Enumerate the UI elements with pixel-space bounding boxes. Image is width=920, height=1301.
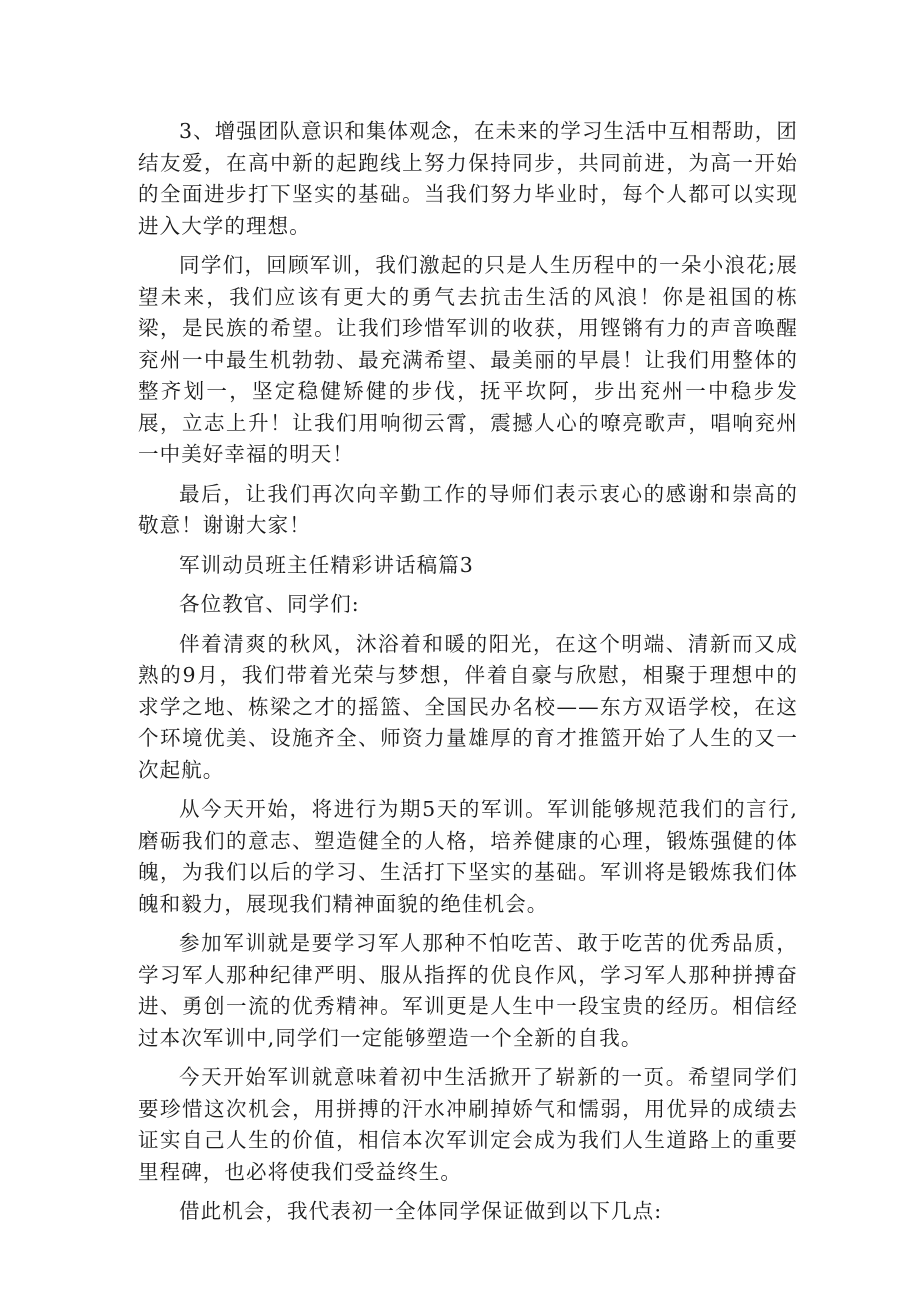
paragraph-new-page: 今天开始军训就意味着初中生活掀开了崭新的一页。希望同学们要珍惜这次机会，用拼搏的汗水冲刷掉娇气和懦弱，用优异的成绩去证实自己人生的价值，相信本次军训定会成为我们人生道路上的重要里程碑，也必将使我们受益终生。 bbox=[138, 1065, 798, 1184]
paragraph-learn-from-soldiers: 参加军训就是要学习军人那种不怕吃苦、敢于吃苦的优秀品质，学习军人那种纪律严明、服从指挥的优良作风，学习军人那种拼搏奋进、勇创一流的优秀精神。军训更是人生中一段宝贵的经历。相信经过本次军训中,同学们一定能够塑造一个全新的自我。 bbox=[138, 931, 798, 1050]
salutation: 各位教官、同学们: bbox=[179, 592, 360, 616]
paragraph-closing-thanks: 最后，让我们再次向辛勤工作的导师们表示衷心的感谢和崇高的敬意！谢谢大家！ bbox=[138, 481, 798, 537]
document-page bbox=[138, 116, 798, 1228]
paragraph-teamwork: 3、增强团队意识和集体观念，在未来的学习生活中互相帮助，团结友爱，在高中新的起跑线上努力保持同步，共同前进，为高一开始的全面进步打下坚实的基础。当我们努力毕业时，每个人都可以实现进入大学的理想。 bbox=[138, 119, 798, 238]
paragraph-training-start: 从今天开始，将进行为期5天的军训。军训能够规范我们的言行,磨砺我们的意志、塑造健全的人格，培养健康的心理，锻炼强健的体魄，为我们以后的学习、生活打下坚实的基础。军训将是锻炼我们体魄和毅力，展现我们精神面貌的绝佳机会。 bbox=[138, 797, 798, 916]
paragraph-review-training: 同学们，回顾军训，我们激起的只是人生历程中的一朵小浪花;展望未来，我们应该有更大的勇气去抗击生活的风浪！你是祖国的栋梁，是民族的希望。让我们珍惜军训的收获，用铿锵有力的声音唤醒兖州一中最生机勃勃、最充满希望、最美丽的早晨！让我们用整体的整齐划一，坚定稳健矫健的步伐，抚平坎阿，步出兖州一中稳步发展，立志上升！让我们用响彻云霄，震撼人心的嘹亮歌声，唱响兖州一中美好幸福的明天！ bbox=[138, 253, 798, 466]
paragraph-opening: 伴着清爽的秋风，沐浴着和暖的阳光，在这个明端、清新而又成熟的9月，我们带着光荣与梦想，伴着自豪与欣慰，相聚于理想中的求学之地、栋梁之才的摇篮、全国民办名校——东方双语学校，在这个环境优美、设施齐全、师资力量雄厚的育才推篮开始了人生的又一次起航。 bbox=[138, 631, 798, 782]
paragraph-pledge-intro: 借此机会，我代表初一全体同学保证做到以下几点: bbox=[179, 1199, 663, 1223]
section-title: 军训动员班主任精彩讲话稿篇3 bbox=[179, 552, 474, 577]
